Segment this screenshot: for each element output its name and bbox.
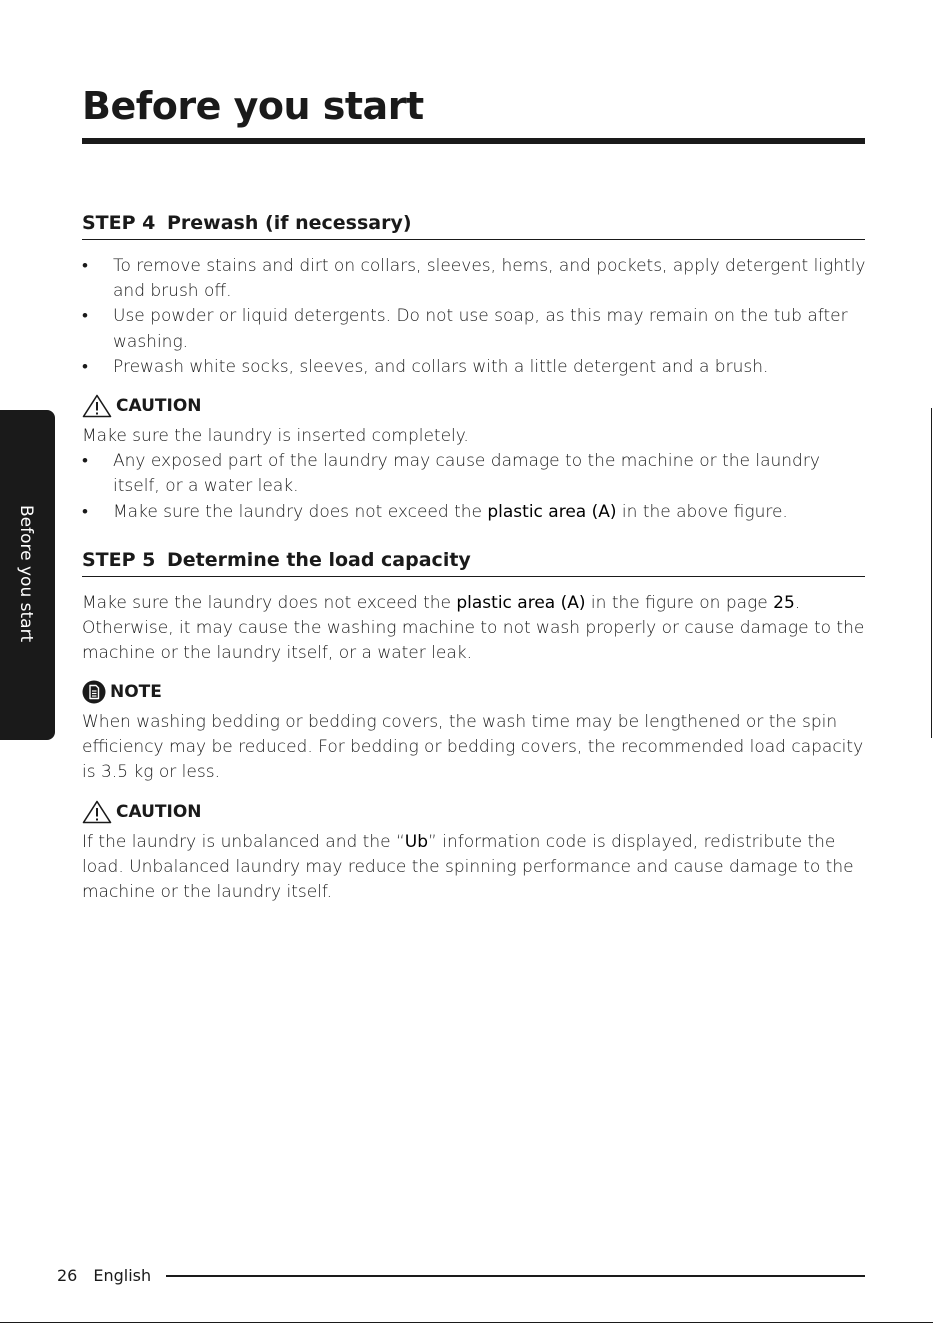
- page-reference-link[interactable]: 25: [773, 593, 795, 613]
- caution1-block: [82, 424, 872, 525]
- step5-text: [82, 591, 872, 667]
- info-code: Ub: [404, 832, 429, 852]
- caution1-label: CAUTION: [116, 396, 202, 416]
- caution1-intro: Make sure the laundry is inserted completely.: [82, 426, 469, 446]
- note-label: NOTE: [110, 682, 162, 702]
- caution1-bullet2-pre: Make sure the laundry does not exceed the: [113, 501, 488, 522]
- note-label-row: [82, 680, 162, 704]
- note-text: When washing bedding or bedding covers, the wash time may be lengthened or the spin efficiency may be reduced. For bedding or bedding covers, the recommended load capacity is 3.5 kg or less.: [82, 712, 864, 783]
- step5-number: STEP 5: [82, 549, 156, 571]
- step5-title: Determine the load capacity: [167, 549, 471, 571]
- side-tab-label: Before you start: [16, 505, 36, 643]
- step4-number: STEP 4: [82, 212, 156, 234]
- step5-text-post: . Otherwise, it may cause the washing machine to not wash properly or cause damage to the machine or the laundry itself, or a water leak.: [82, 593, 865, 664]
- step4-list-block: [82, 254, 872, 380]
- caution2-label-row: [82, 800, 202, 824]
- list-item: • To remove stains and dirt on collars, sleeves, hems, and pockets, apply detergent lightly and brush off.: [82, 254, 872, 304]
- step4-heading: [82, 212, 865, 240]
- list-item: • Any exposed part of the laundry may cause damage to the machine or the laundry itself, or a water leak.: [82, 449, 872, 499]
- warning-triangle-icon: [82, 800, 112, 824]
- list-item: • Use powder or liquid detergents. Do not use soap, as this may remain on the tub after washing.: [82, 304, 872, 354]
- title-rule: [82, 138, 865, 144]
- list-item: [82, 500, 872, 525]
- step5-text-pre: Make sure the laundry does not exceed the: [82, 593, 457, 613]
- caution1-bullet2-highlight: plastic area (A): [487, 501, 617, 522]
- caution2-text-post: ” information code is displayed, redistribute the load. Unbalanced laundry may reduce the spinning performance and cause damage to the machine or the laundry itself.: [82, 832, 854, 903]
- caution2-text-pre: If the laundry is unbalanced and the “: [82, 832, 405, 852]
- caution1-label-row: [82, 394, 202, 418]
- bottom-edge-rule: [0, 1322, 933, 1323]
- caution1-bullets: [82, 449, 872, 525]
- caution2-text: [82, 830, 872, 906]
- step5-text-highlight: plastic area (A): [456, 593, 586, 613]
- caution2-label: CAUTION: [116, 802, 202, 822]
- caution1-bullet2-post: in the above figure.: [616, 501, 788, 522]
- page-title: Before you start: [82, 84, 424, 128]
- step4-title: Prewash (if necessary): [167, 212, 412, 234]
- step5-text-mid: in the figure on page: [585, 593, 774, 613]
- note-document-icon: [82, 680, 106, 704]
- footer: [57, 1266, 151, 1285]
- right-edge-mark: [931, 408, 932, 738]
- warning-triangle-icon: [82, 394, 112, 418]
- footer-rule: [166, 1275, 865, 1277]
- step4-bullets: [82, 254, 872, 380]
- step5-heading: [82, 549, 865, 577]
- page-number: 26: [57, 1266, 78, 1285]
- footer-language: English: [93, 1266, 152, 1285]
- list-item: • Prewash white socks, sleeves, and collars with a little detergent and a brush.: [82, 355, 872, 380]
